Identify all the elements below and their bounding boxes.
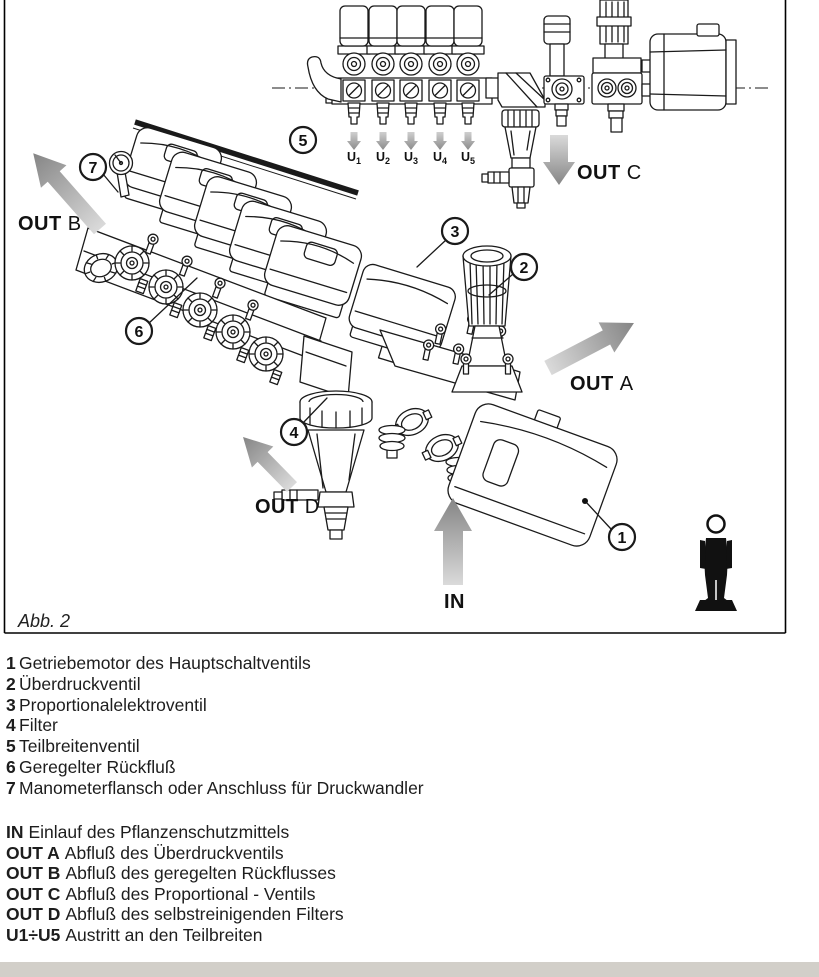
callout-1 bbox=[609, 524, 635, 550]
main-assembly-drawing bbox=[18, 122, 737, 613]
out-d-label: OUT D bbox=[255, 496, 320, 518]
svg-text:5: 5 bbox=[298, 133, 308, 150]
out-c-label: OUT C bbox=[577, 162, 642, 184]
flow-legend bbox=[6, 822, 786, 946]
proportional-valve-top bbox=[544, 16, 584, 126]
main-motor-box bbox=[444, 390, 625, 550]
u5-arrow-icon bbox=[461, 132, 475, 150]
u3-arrow-icon bbox=[404, 132, 418, 150]
section-valves-top bbox=[338, 6, 484, 124]
legend-item: 6 Geregelter Rückfluß bbox=[6, 756, 176, 777]
flow-item: U1÷U5 Austritt an den Teilbreiten bbox=[6, 924, 263, 945]
callout-4 bbox=[281, 419, 307, 445]
out-c-arrow bbox=[543, 135, 575, 185]
callout-2 bbox=[511, 254, 537, 280]
callout-3 bbox=[442, 218, 468, 244]
svg-text:U5: $U_5$ bbox=[460, 150, 476, 166]
flow-item: OUT B Abfluß des geregelten Rückflusses bbox=[6, 863, 336, 884]
filter-top-view bbox=[482, 73, 545, 208]
svg-text:U3: $U_3$ bbox=[403, 150, 419, 166]
legend-item: 7 Manometerflansch oder Anschluss für Druckwandler bbox=[6, 777, 424, 798]
top-manifold-drawing bbox=[272, 0, 770, 208]
human-figure bbox=[695, 516, 737, 612]
regulator-top bbox=[592, 0, 642, 132]
svg-text:U2: $U_2$ bbox=[375, 150, 391, 166]
parts-legend bbox=[6, 653, 786, 799]
flow-item: OUT A Abfluß des Überdruckventils bbox=[6, 842, 284, 863]
legend-item: 5 Teilbreitenventil bbox=[6, 736, 140, 757]
u4-arrow-icon bbox=[433, 132, 447, 150]
in-arrow bbox=[434, 498, 472, 585]
out-a-label: OUT A bbox=[570, 373, 634, 395]
svg-text:6: 6 bbox=[134, 324, 144, 341]
legend-item: 4 Filter bbox=[6, 715, 58, 736]
flow-item: OUT C Abfluß des Proportional - Ventils bbox=[6, 883, 316, 904]
figure-caption: Abb. 2 bbox=[18, 611, 71, 631]
svg-text:4: 4 bbox=[289, 425, 299, 442]
svg-text:U4: $U_4$ bbox=[432, 150, 448, 166]
svg-text:U1: $U_1$ bbox=[346, 150, 362, 166]
out-b-label: OUT B bbox=[18, 213, 82, 235]
callout-5 bbox=[290, 127, 316, 153]
out-a-arrow bbox=[540, 308, 642, 383]
u2-arrow-icon bbox=[376, 132, 390, 150]
svg-text:1: 1 bbox=[617, 530, 627, 547]
motor-top bbox=[642, 24, 736, 110]
bellows bbox=[379, 426, 405, 459]
footer-bar bbox=[0, 962, 819, 977]
legend-item: 3 Proportionalelektroventil bbox=[6, 694, 207, 715]
inlet-elbow bbox=[308, 57, 342, 102]
flow-item: OUT D Abfluß des selbstreinigenden Filters bbox=[6, 904, 344, 925]
legend-item: 2 Überdruckventil bbox=[6, 673, 141, 694]
svg-text:7: 7 bbox=[88, 160, 98, 177]
svg-text:2: 2 bbox=[519, 260, 529, 277]
svg-text:3: 3 bbox=[450, 224, 460, 241]
u1-arrow-icon bbox=[347, 132, 361, 150]
in-label: IN bbox=[444, 591, 465, 613]
callout-7 bbox=[80, 154, 106, 180]
legend-item: 1 Getriebemotor des Hauptschaltventils bbox=[6, 653, 311, 673]
u-labels bbox=[347, 150, 475, 166]
section-outlet-arrows bbox=[347, 132, 475, 150]
callout-6 bbox=[126, 318, 152, 344]
flow-item: IN Einlauf des Pflanzenschutzmittels bbox=[6, 822, 290, 842]
